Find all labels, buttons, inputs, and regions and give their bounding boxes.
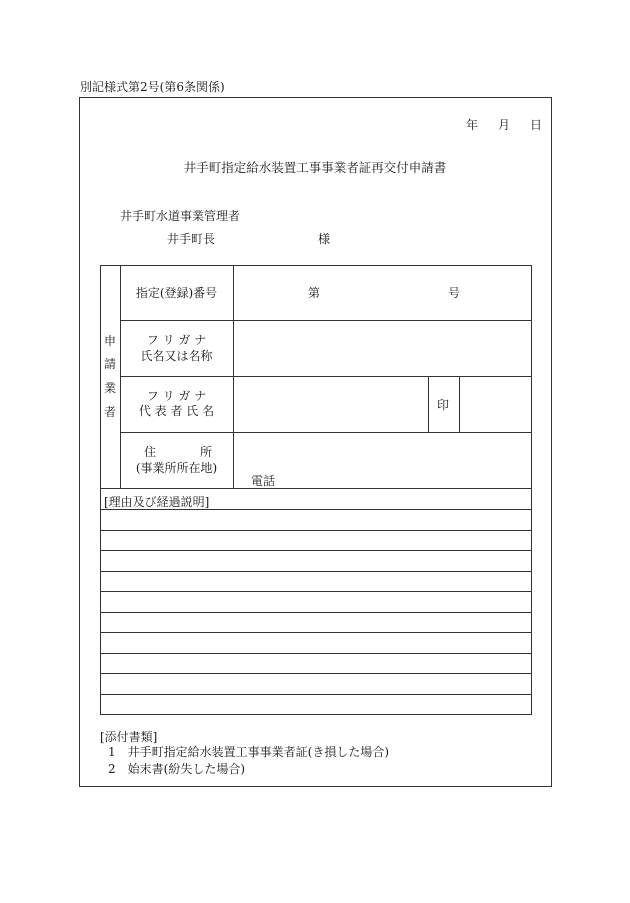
recipient-honorific: 様: [318, 232, 331, 246]
attachment-text: 始末書(紛失した場合): [127, 762, 246, 776]
recipient-organization: 井手町水道事業管理者: [120, 209, 241, 223]
attachment-text: 井手町指定給水装置工事事業者証(き損した場合): [127, 745, 390, 759]
document-title: 井手町指定給水装置工事事業者証再交付申請書: [183, 160, 447, 175]
recipient-name: 井手町長: [167, 232, 216, 246]
attachment-number: 2: [108, 762, 116, 776]
date-line: [466, 119, 542, 131]
seal-mark: 印: [437, 398, 450, 412]
representative-name-field[interactable]: [234, 377, 428, 432]
furigana-label: フ リ ガ ナ: [146, 333, 207, 347]
attachments-header: [添付書類]: [100, 730, 158, 744]
applicant-label-char: 申: [103, 334, 116, 348]
applicant-label-char: 請: [103, 357, 116, 371]
designation-prefix: 第: [308, 286, 321, 300]
representative-name-label: 代 表 者 氏 名: [138, 404, 215, 418]
designation-number-label: 指定(登録)番号: [135, 286, 218, 300]
seal-divider-left: [428, 376, 429, 432]
phone-label: 電話: [251, 474, 276, 488]
applicant-label-char: 業: [103, 381, 116, 395]
month-field[interactable]: 月: [498, 118, 511, 132]
attachment-number: 1: [108, 745, 116, 759]
address-label-a: 住: [144, 445, 157, 459]
address-field[interactable]: [234, 433, 531, 473]
business-location-label: (事業所所在地): [135, 461, 218, 475]
reason-label: [理由及び経過説明]: [104, 495, 210, 509]
applicant-label-char: 者: [103, 405, 116, 419]
row-divider: [100, 488, 532, 489]
name-label: 氏名又は名称: [140, 349, 213, 363]
attachment-item: [108, 763, 245, 775]
seal-field[interactable]: [460, 377, 531, 432]
name-field[interactable]: [234, 321, 531, 376]
designation-suffix: 号: [448, 286, 461, 300]
form-reference: 別記様式第2号(第6条関係): [80, 80, 225, 94]
table-border-bottom: [100, 714, 532, 715]
attachment-item: [108, 746, 389, 758]
year-field[interactable]: 年: [466, 118, 479, 132]
table-border-right: [531, 265, 532, 715]
day-field[interactable]: 日: [530, 118, 543, 132]
designation-number-field[interactable]: [234, 266, 531, 320]
address-label-b: 所: [200, 445, 213, 459]
furigana-label: フ リ ガ ナ: [146, 389, 207, 403]
reason-textarea[interactable]: [101, 510, 531, 714]
